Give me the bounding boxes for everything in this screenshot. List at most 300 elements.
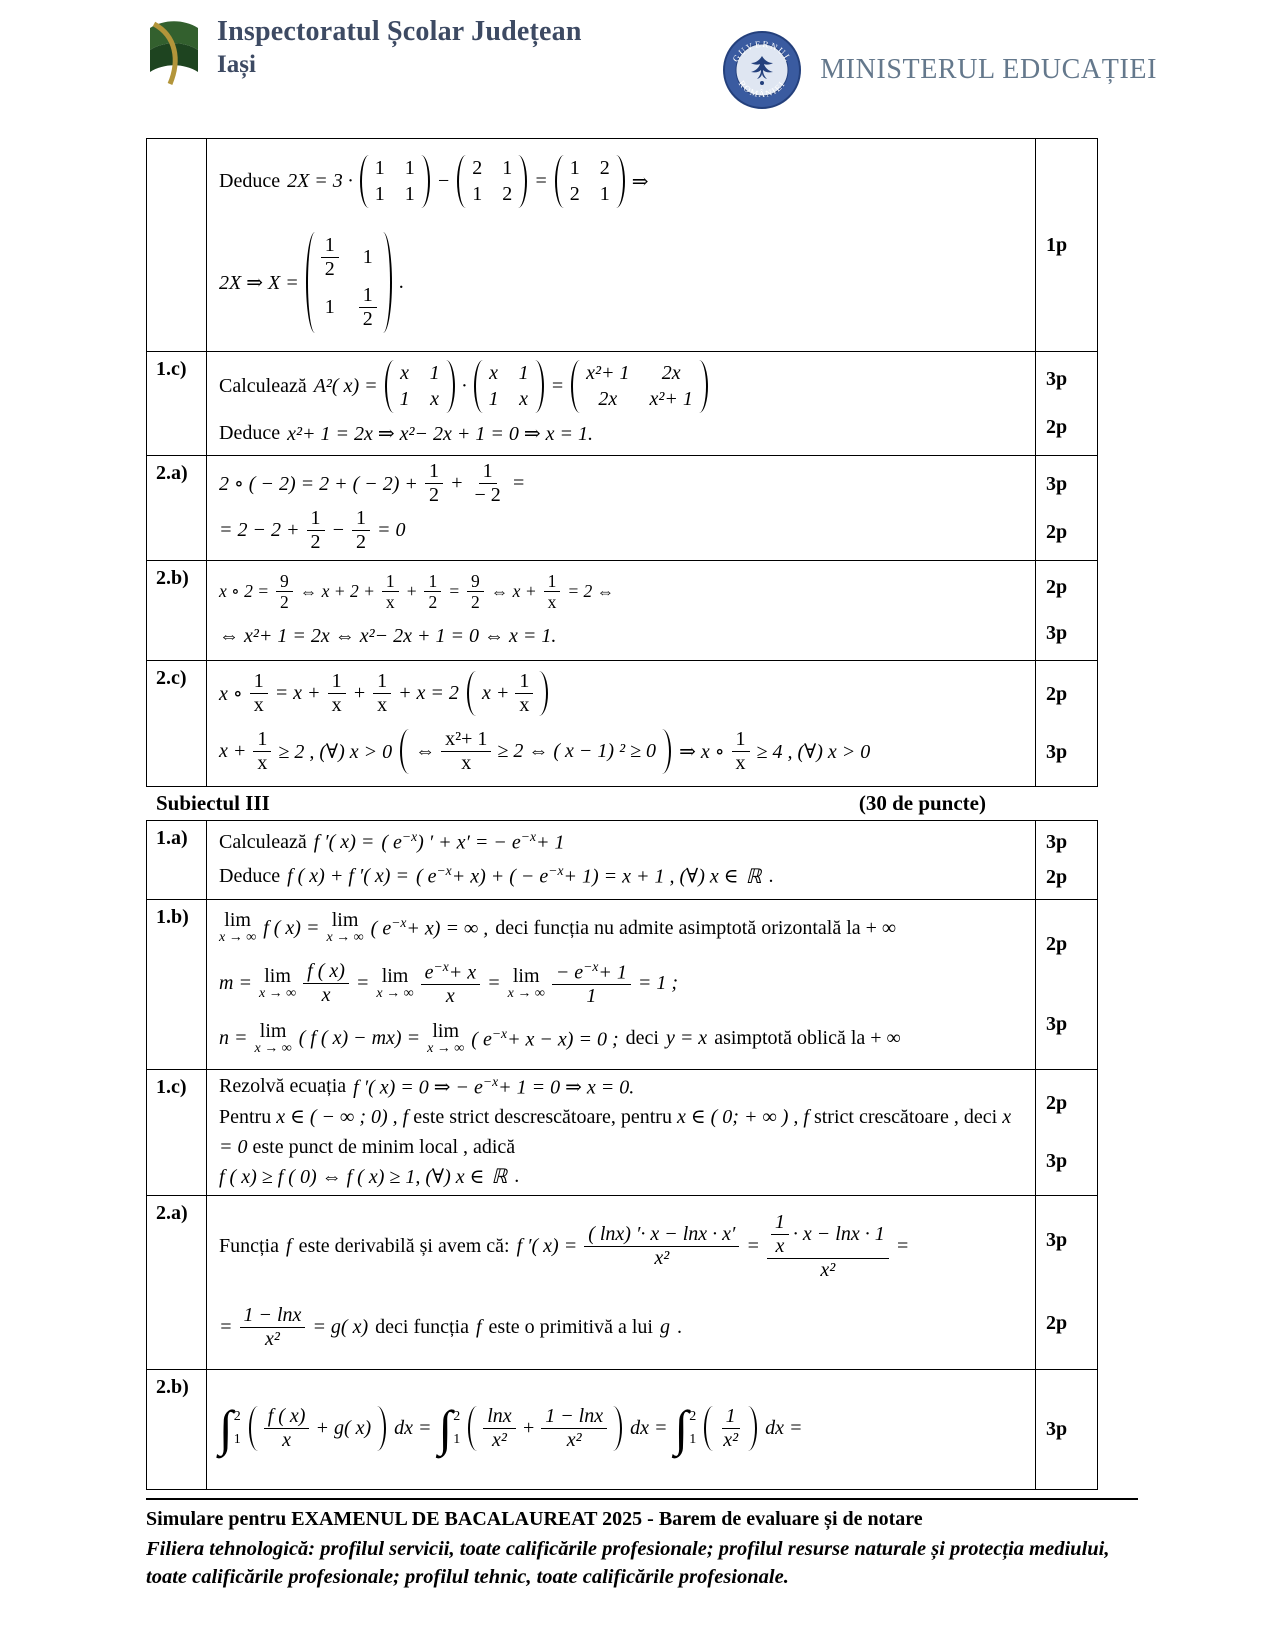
numerator: 1 [515, 670, 533, 694]
matrix-cell: 1 [404, 183, 415, 205]
page-footer [146, 1498, 1138, 1592]
math-token: ≥ 4 , (∀) x > 0 [756, 740, 871, 763]
paren-left [468, 1406, 477, 1451]
matrix-cell: x [519, 388, 529, 411]
solution-cell [207, 139, 1035, 351]
math-token: A²( x) = [313, 375, 378, 398]
math-token: + g( x) [315, 1416, 372, 1439]
numerator [767, 1211, 889, 1259]
fraction [441, 728, 491, 775]
math-token: ℝ [745, 865, 762, 888]
math-token: 2X = 3 · [287, 170, 353, 192]
text-token: Calculează [219, 830, 307, 853]
fraction [732, 728, 750, 775]
text-token: Funcția [219, 1234, 279, 1257]
text-token: deci funcția [375, 1316, 469, 1339]
text-token: deci [625, 1027, 659, 1050]
numerator: 1 [732, 728, 750, 752]
matrix-cell: 1 [362, 246, 373, 268]
fraction [382, 571, 399, 612]
matrix-cell: 2 [502, 183, 513, 205]
matrix-cell: x [489, 362, 499, 385]
numerator: 1 [328, 670, 346, 694]
math-token: ⇒ x ∘ [679, 740, 725, 763]
solution-cell [207, 900, 1035, 1069]
numerator: lnx [483, 1405, 515, 1429]
matrix-cell: 1 [488, 388, 499, 411]
page-header [0, 0, 1275, 110]
fraction [515, 670, 533, 717]
matrix [306, 231, 392, 334]
point-value: 3p [1046, 1149, 1068, 1172]
math-token: = [895, 1234, 910, 1257]
points-cell [1035, 352, 1097, 455]
text-token: este strict descrescătoare, pentru [413, 1105, 672, 1128]
isj-block [146, 16, 582, 88]
exam-profile-note: Filiera tehnologică: profilul servicii, toate calificările profesionale; profilul resurse naturale și protecția mediului, toate calificările profesionale; profilul tehnic, toate calificările profesionale. [146, 1537, 1110, 1589]
formula-line [219, 359, 1023, 414]
limit-operator: lim x → ∞ [219, 909, 257, 946]
solution-cell [207, 1196, 1035, 1369]
paren-right [616, 155, 625, 208]
math-token: = 2 − 2 + [219, 519, 300, 541]
denominator: x [253, 694, 264, 717]
denominator: − 2 [474, 484, 501, 506]
matrix-cell: 1 [324, 296, 335, 318]
integral-lower-bound: 1 [689, 1431, 697, 1447]
solution-cell [207, 456, 1035, 560]
denominator: 2 [280, 592, 289, 613]
paren-left [457, 155, 466, 208]
integral-operator: ∫ 2 1 [438, 1399, 461, 1456]
formula-line [219, 571, 1023, 612]
fraction [307, 507, 325, 554]
matrix-cell: x²+ 1 [649, 388, 693, 411]
numerator: x²+ 1 [441, 728, 491, 752]
emblem-bottom-text: ROMÂNIEI [736, 78, 788, 100]
solution-cell [207, 1370, 1035, 1489]
text-token: Pentru [219, 1105, 272, 1128]
denominator: 1 [586, 985, 597, 1008]
denominator: x [377, 694, 388, 717]
point-value: 3p [1046, 741, 1068, 764]
fraction [359, 284, 377, 331]
numerator: 1 [382, 571, 399, 592]
denominator: x [547, 592, 557, 613]
row-label: 2.a) [147, 456, 207, 560]
numerator: 1 [307, 507, 325, 531]
section-points: (30 de puncte) [858, 791, 986, 815]
numerator: 9 [276, 571, 293, 592]
point-value: 3p [1046, 1417, 1068, 1440]
fraction [253, 728, 271, 775]
text-token: este punct de minim local , adică [252, 1135, 516, 1158]
math-token: f ( x) + f ′( x) = [287, 864, 409, 887]
fraction [467, 571, 484, 612]
exam-title: Simulare pentru EXAMENUL DE BACALAUREAT 2025 - Barem de evaluare și de notare [146, 1507, 923, 1530]
numerator: 9 [467, 571, 484, 592]
row-label: 2.c) [147, 661, 207, 786]
text-token: Deduce [219, 864, 281, 887]
math-token: g [659, 1316, 670, 1339]
point-value: 2p [1046, 1091, 1068, 1114]
text-token: este o primitivă a lui [488, 1316, 653, 1339]
math-token: ( $e^{-x}+ x - x) = 0$ ; [471, 1026, 619, 1051]
fraction [544, 571, 561, 612]
paren-left [385, 360, 394, 413]
table-row [147, 660, 1097, 786]
numerator: 1 [321, 234, 339, 258]
math-token: y = x [665, 1027, 708, 1050]
math-token: x ∘ 2 = [219, 581, 270, 602]
math-token: f ′( x) = 0 ⇒ − $e^{-x}+ 1 = 0$ ⇒ x = 0. [353, 1074, 635, 1099]
solution-cell [207, 561, 1035, 660]
point-value: 2p [1046, 866, 1068, 888]
denominator: x² [566, 1428, 582, 1451]
math-token: x ∈ ( − ∞ ; 0) , [276, 1105, 398, 1128]
points-cell [1035, 900, 1097, 1069]
points-cell [1035, 456, 1097, 560]
solution-cell [207, 821, 1035, 899]
isj-logo-icon [146, 16, 202, 88]
denominator: x² [820, 1258, 836, 1281]
text-token: . [768, 864, 774, 887]
denominator: x [321, 984, 331, 1006]
text-token: Calculează [219, 375, 307, 398]
numerator: 1 [424, 571, 441, 592]
math-token: = x + [274, 682, 321, 705]
formula-line [219, 1074, 1023, 1100]
numerator: 1 [373, 670, 391, 694]
formula-line [219, 1164, 1023, 1189]
paren-group [466, 670, 549, 717]
numerator: 1 − lnx [541, 1405, 607, 1429]
paren-right [699, 360, 708, 413]
denominator: x [282, 1428, 292, 1451]
formula-line [219, 1304, 1023, 1351]
org-text-block [217, 16, 582, 79]
numerator: 1 [771, 1211, 789, 1235]
fraction [552, 959, 631, 1009]
rubric-document [146, 138, 1098, 1490]
point-value: 3p [1046, 621, 1068, 644]
matrix-cell: 1 [374, 183, 385, 205]
denominator: x² [265, 1328, 280, 1351]
row-label: 1.a) [147, 821, 207, 899]
row-label: 1.b) [147, 900, 207, 1069]
matrix-cell: 2 [472, 157, 483, 179]
math-token: x + [481, 682, 510, 705]
points-cell [1035, 821, 1097, 899]
matrix-cell: 1 [599, 183, 610, 205]
point-value: 3p [1046, 368, 1068, 391]
matrix-cell: 1 [502, 157, 513, 179]
matrix-cell: x [430, 388, 440, 411]
section-header [146, 787, 1098, 820]
table-row [147, 560, 1097, 660]
math-token: 2X ⇒ X = [219, 272, 299, 294]
math-token: = 1 ; [637, 972, 679, 994]
fraction [470, 460, 504, 507]
denominator: x² [723, 1428, 739, 1451]
math-token: ( f ( x) − mx) = [298, 1027, 421, 1050]
fraction [767, 1211, 889, 1282]
matrix [385, 359, 455, 414]
formula-line [219, 829, 1023, 855]
denominator: x [735, 751, 746, 774]
fraction [276, 571, 293, 612]
fraction [352, 507, 370, 554]
math-token: + x = 2 [398, 682, 459, 705]
text-token: asimptotă oblică la + ∞ [714, 1027, 901, 1050]
paren-right [748, 1406, 757, 1451]
denominator: x [445, 985, 455, 1008]
points-cell [1035, 561, 1097, 660]
matrix-cell: 1 [374, 157, 385, 179]
denominator: 2 [428, 484, 439, 506]
numerator: 1 [253, 728, 271, 752]
formula-line [219, 507, 1023, 554]
org-name: Inspectoratul Școlar Județean [217, 16, 582, 47]
fraction [303, 960, 349, 1007]
limit-operator: lim x → ∞ [254, 1019, 292, 1056]
paren-left [704, 1406, 713, 1451]
paren-left [360, 155, 369, 208]
paren-group [248, 1405, 387, 1452]
matrix-cell: 1 [518, 362, 529, 385]
table-row [147, 1195, 1097, 1369]
denominator: x [257, 751, 268, 774]
formula-line [219, 863, 1023, 889]
denominator: x² [654, 1246, 670, 1269]
paren-group [399, 728, 672, 775]
denominator: x [461, 751, 472, 774]
math-token: x²+ 1 = 2x ⇒ x²− 2x + 1 = 0 ⇒ x = 1. [287, 422, 593, 445]
fraction [373, 670, 391, 717]
matrix-cell: x [400, 362, 410, 385]
paren-right [446, 360, 455, 413]
point-value: 2p [1046, 932, 1068, 955]
formula-line [219, 959, 1023, 1009]
paren-right [383, 232, 392, 333]
math-token: ≥ 2 ⇔ ( x − 1) ² ≥ 0 [497, 739, 657, 762]
numerator: 1 [425, 460, 443, 484]
ministry-block [722, 30, 1157, 110]
math-token: f ( x) ≥ f ( 0) ⇔ f ( x) ≥ 1, (∀) x ∈ [219, 1165, 485, 1188]
integral-lower-bound: 1 [233, 1431, 241, 1447]
matrix-cell: 1 [399, 388, 410, 411]
matrix [457, 154, 527, 209]
math-token: x ∈ ( 0; + ∞ ) , [676, 1105, 799, 1128]
formula-line [219, 154, 1023, 209]
math-token: + [449, 472, 464, 494]
solution-cell [207, 352, 1035, 455]
paren-group [703, 1405, 758, 1452]
emblem-top-text: GUVERNUL [730, 38, 794, 64]
math-token: − [331, 519, 345, 541]
integral-operator: ∫ 2 1 [674, 1399, 697, 1456]
math-token: − [436, 170, 451, 192]
point-value: 2p [1046, 520, 1068, 543]
text-token: Deduce [219, 170, 281, 192]
fraction [483, 1405, 515, 1452]
matrix-cell: x²+ 1 [586, 362, 630, 385]
limit-operator: lim x → ∞ [258, 964, 297, 1001]
math-token: ⇔ x + [490, 581, 537, 602]
table-row [147, 455, 1097, 560]
math-token: 2 ∘ ( − 2) = 2 + ( − 2) + [219, 473, 418, 495]
paren-left [555, 155, 564, 208]
integral-upper-bound: 2 [233, 1408, 241, 1424]
math-token: n = [219, 1027, 248, 1050]
math-token: dx = [394, 1416, 432, 1439]
math-token: ⇔ x²+ 1 = 2x ⇔ x²− 2x + 1 = 0 ⇔ x = 1. [219, 624, 557, 647]
gov-emblem-icon [722, 30, 802, 110]
limit-operator: lim x → ∞ [376, 964, 414, 1001]
denominator: x [331, 694, 342, 717]
fraction [421, 959, 480, 1009]
fraction [771, 1211, 789, 1258]
row-label: 2.b) [147, 1370, 207, 1489]
fraction [719, 1405, 742, 1452]
table-row [147, 1069, 1097, 1195]
paren-left [467, 671, 476, 716]
denominator: x [385, 592, 395, 613]
math-token: m = [219, 972, 252, 994]
denominator: x² [492, 1428, 507, 1451]
integral-upper-bound: 2 [453, 1408, 461, 1424]
paren-left [249, 1406, 258, 1451]
matrix [555, 154, 625, 209]
matrix-cell: 2 [599, 157, 610, 179]
table-row [147, 351, 1097, 455]
explanation-paragraph [219, 1102, 1023, 1162]
math-token: x + [219, 739, 247, 762]
points-cell [1035, 661, 1097, 786]
math-token: = [746, 1234, 760, 1257]
paren-right [518, 155, 527, 208]
fraction [424, 571, 441, 612]
text-token: Rezolvă ecuația [219, 1075, 347, 1098]
math-token: + [405, 581, 418, 602]
row-label: 1.c) [147, 352, 207, 455]
math-token: ≥ 2 , (∀) x > 0 [278, 740, 393, 763]
paren-right [377, 1406, 386, 1451]
text-token: . [398, 271, 404, 293]
numerator: 1 [250, 670, 268, 694]
math-token: ⇔ [415, 739, 436, 762]
integral-lower-bound: 1 [453, 1431, 461, 1447]
math-token: = [448, 581, 461, 602]
paren-left [400, 729, 409, 774]
math-token: f [402, 1105, 409, 1128]
numerator: − $e^{-x}+ 1$ [552, 959, 631, 986]
fraction [250, 670, 268, 717]
math-token: dx = [765, 1416, 803, 1439]
formula-line [219, 1399, 1023, 1456]
math-token: ℝ [491, 1165, 508, 1188]
denominator: 2 [324, 258, 335, 280]
matrix-cell: 2 [569, 183, 580, 205]
math-token: f ′( x) = [313, 830, 375, 853]
formula-line [219, 670, 1023, 717]
text-token: Deduce [219, 421, 281, 444]
matrix-cell: 2x [661, 362, 681, 385]
math-token: f ( x) = [263, 916, 320, 939]
section-title: Subiectul III [156, 791, 270, 815]
table-row [147, 821, 1097, 899]
point-value: 2p [1046, 682, 1068, 705]
math-token: = [487, 972, 501, 994]
fraction [541, 1405, 607, 1452]
matrix [474, 359, 544, 414]
numerator: f ( x) [264, 1405, 310, 1429]
paren-left [474, 360, 483, 413]
fraction [264, 1405, 310, 1452]
matrix [360, 154, 430, 209]
math-token: f ′( x) = [516, 1234, 578, 1257]
numerator: f ( x) [303, 960, 349, 984]
math-token: x ∘ [219, 683, 243, 706]
formula-line [219, 231, 1023, 334]
paren-right [613, 1406, 622, 1451]
formula-line [219, 625, 1023, 648]
formula-line [219, 460, 1023, 507]
paren-group [467, 1405, 623, 1452]
math-token: f [286, 1234, 292, 1257]
paren-right [421, 155, 430, 208]
math-token: · [461, 375, 467, 398]
numerator: 1 − lnx [240, 1304, 306, 1328]
text-token: . [676, 1316, 682, 1339]
point-value: 2p [1046, 576, 1068, 599]
limit-operator: lim x → ∞ [427, 1019, 465, 1056]
denominator: x [775, 1234, 785, 1257]
formula-line [219, 1211, 1023, 1282]
point-value: 3p [1046, 472, 1068, 495]
org-city: Iași [217, 51, 256, 78]
math-token: f [803, 1105, 809, 1128]
numerator: 1 [352, 507, 370, 531]
rubric-table-2 [146, 820, 1098, 1490]
math-token: = [219, 1316, 233, 1339]
math-token: ( $e^{-x}$) ′ + x′ = − $e^{-x}+ 1$ [381, 829, 565, 854]
integral-upper-bound: 2 [689, 1408, 697, 1424]
solution-cell [207, 661, 1035, 786]
formula-line [219, 421, 1023, 446]
points-cell [1035, 1196, 1097, 1369]
solution-cell [207, 1070, 1035, 1195]
math-token: = [550, 375, 565, 398]
row-label: 2.a) [147, 1196, 207, 1369]
limit-operator: lim x → ∞ [507, 964, 545, 1001]
denominator: 2 [310, 531, 321, 553]
paren-right [535, 360, 544, 413]
text-token: este derivabilă și avem că: [298, 1234, 510, 1257]
row-label: 2.b) [147, 561, 207, 660]
paren-right [662, 729, 671, 774]
math-token: ( $e^{-x}+ x$) = ∞ , [370, 915, 489, 940]
denominator: 2 [356, 531, 366, 553]
row-label: 1.c) [147, 1070, 207, 1195]
math-token: = g( x) [312, 1316, 369, 1339]
numerator: 1 [479, 460, 497, 484]
point-value: 3p [1046, 831, 1068, 853]
integral-operator: ∫ 2 1 [219, 1399, 241, 1456]
ministry-name: MINISTERUL EDUCAȚIEI [820, 54, 1157, 85]
math-token: dx = [630, 1416, 668, 1439]
matrix-cell: 1 [429, 362, 440, 385]
